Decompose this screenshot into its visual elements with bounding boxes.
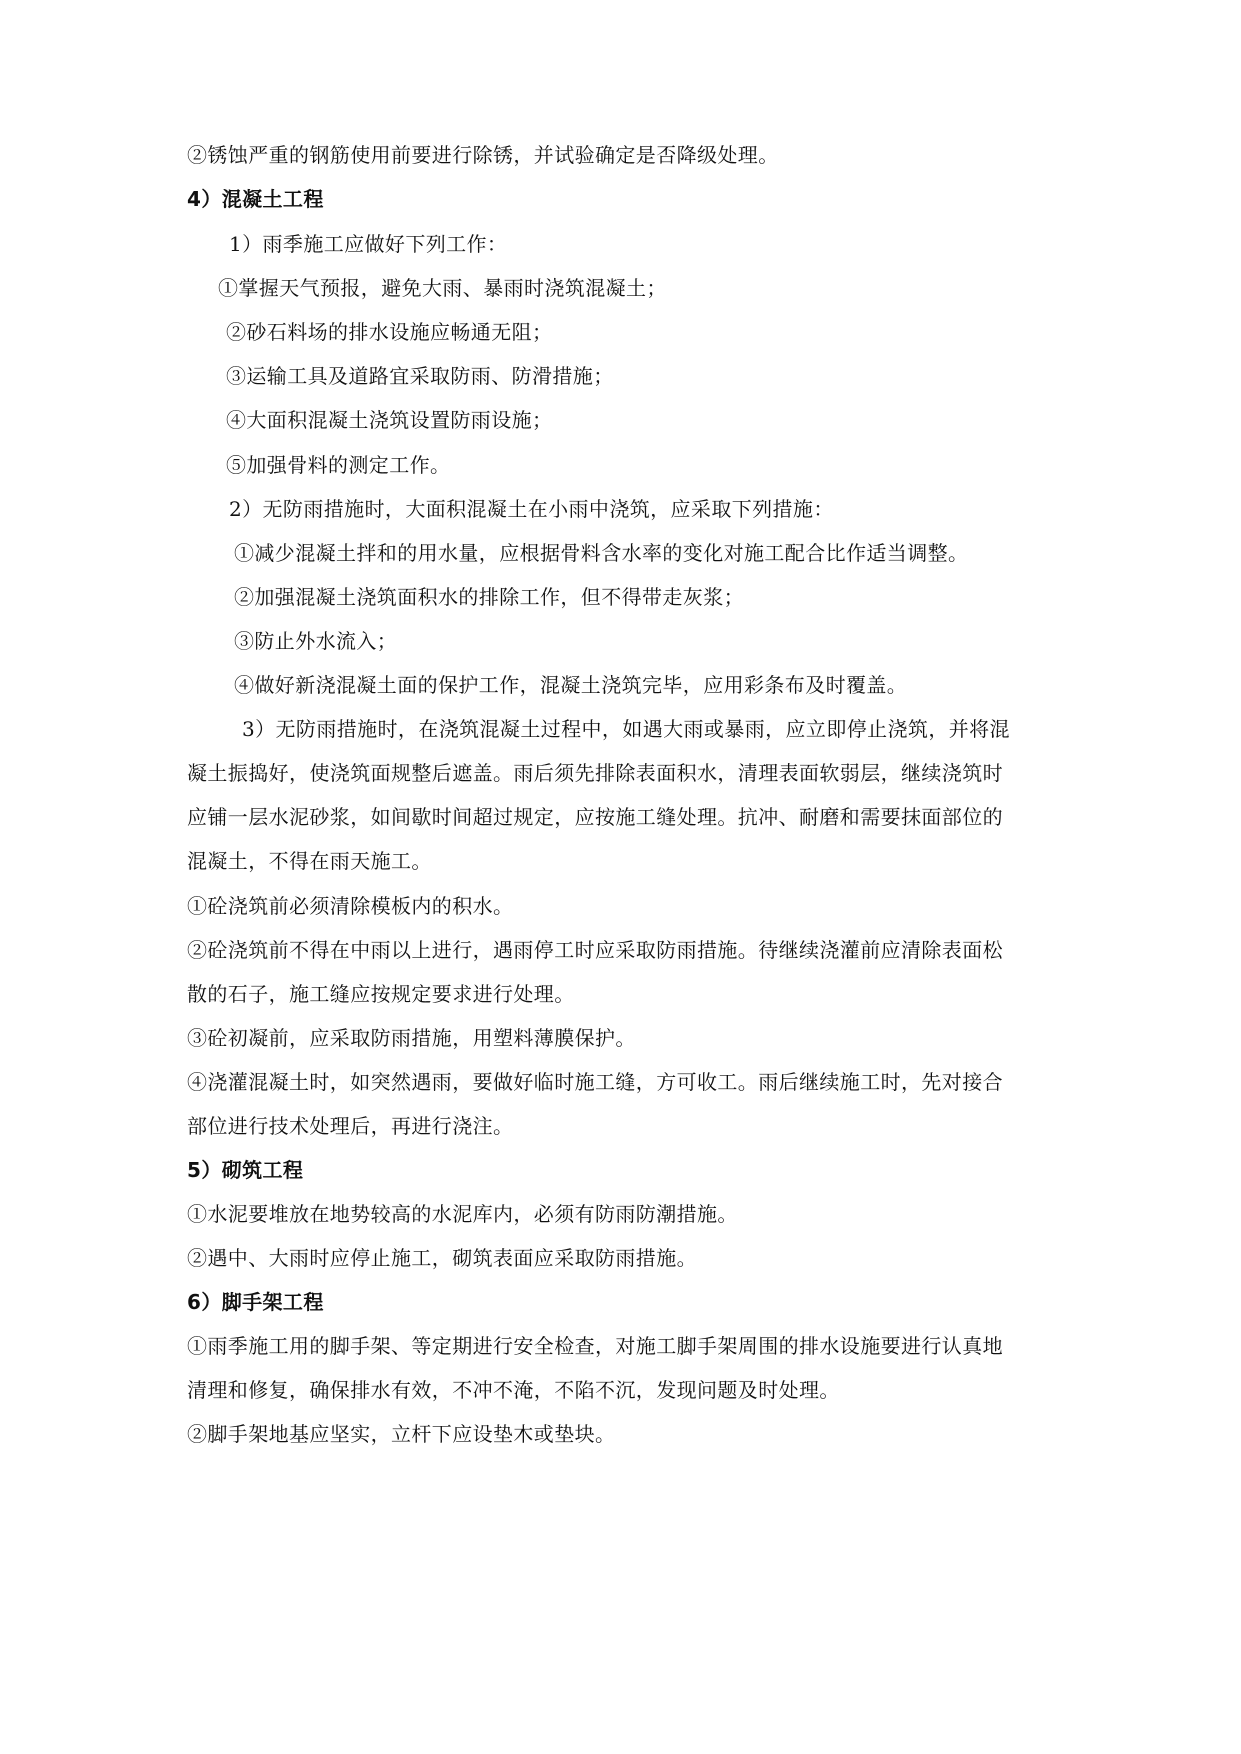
section-heading-masonry: 5）砌筑工程: [187, 1158, 304, 1182]
text-line: ②砂石料场的排水设施应畅通无阻；: [226, 320, 553, 344]
text-line: ②遇中、大雨时应停止施工，砌筑表面应采取防雨措施。: [187, 1246, 697, 1270]
text-line: ②锈蚀严重的钢筋使用前要进行除锈，并试验确定是否降级处理。: [187, 143, 779, 167]
text-line: 凝土振捣好，使浇筑面规整后遮盖。雨后须先排除表面积水，清理表面软弱层，继续浇筑时: [187, 761, 1003, 785]
section-heading-scaffolding: 6）脚手架工程: [187, 1290, 324, 1314]
text-line: 散的石子，施工缝应按规定要求进行处理。: [187, 982, 575, 1006]
text-line: ⑤加强骨料的测定工作。: [226, 453, 451, 477]
text-line: 清理和修复，确保排水有效，不冲不淹，不陷不沉，发现问题及时处理。: [187, 1378, 840, 1402]
text-line: ②加强混凝土浇筑面积水的排除工作，但不得带走灰浆；: [234, 585, 744, 609]
text-line: 2）无防雨措施时，大面积混凝土在小雨中浇筑，应采取下列措施：: [229, 497, 834, 521]
text-line: ①减少混凝土拌和的用水量，应根据骨料含水率的变化对施工配合比作适当调整。: [234, 541, 969, 565]
text-line: ③砼初凝前，应采取防雨措施，用塑料薄膜保护。: [187, 1026, 636, 1050]
text-line: 混凝土，不得在雨天施工。: [187, 849, 432, 873]
text-line: ③防止外水流入；: [234, 629, 398, 653]
text-line: ②砼浇筑前不得在中雨以上进行，遇雨停工时应采取防雨措施。待继续浇灌前应清除表面松: [187, 938, 1003, 962]
text-line: ④做好新浇混凝土面的保护工作，混凝土浇筑完毕，应用彩条布及时覆盖。: [234, 673, 908, 697]
text-line: 3）无防雨措施时，在浇筑混凝土过程中，如遇大雨或暴雨，应立即停止浇筑，并将混: [242, 717, 1010, 741]
text-line: 1）雨季施工应做好下列工作：: [229, 232, 508, 256]
section-heading-concrete: 4）混凝土工程: [187, 187, 324, 211]
text-line: 应铺一层水泥砂浆，如间歇时间超过规定，应按施工缝处理。抗冲、耐磨和需要抹面部位的: [187, 805, 1003, 829]
text-line: ④大面积混凝土浇筑设置防雨设施；: [226, 408, 553, 432]
text-line: ①砼浇筑前必须清除模板内的积水。: [187, 894, 514, 918]
text-line: ②脚手架地基应坚实，立杆下应设垫木或垫块。: [187, 1422, 616, 1446]
text-line: ①掌握天气预报，避免大雨、暴雨时浇筑混凝土；: [218, 276, 667, 300]
text-line: ①水泥要堆放在地势较高的水泥库内，必须有防雨防潮措施。: [187, 1202, 738, 1226]
text-line: ③运输工具及道路宜采取防雨、防滑措施；: [226, 364, 614, 388]
text-line: ④浇灌混凝土时，如突然遇雨，要做好临时施工缝，方可收工。雨后继续施工时，先对接合: [187, 1070, 1003, 1094]
text-line: 部位进行技术处理后，再进行浇注。: [187, 1114, 514, 1138]
text-line: ①雨季施工用的脚手架、等定期进行安全检查，对施工脚手架周围的排水设施要进行认真地: [187, 1334, 1003, 1358]
